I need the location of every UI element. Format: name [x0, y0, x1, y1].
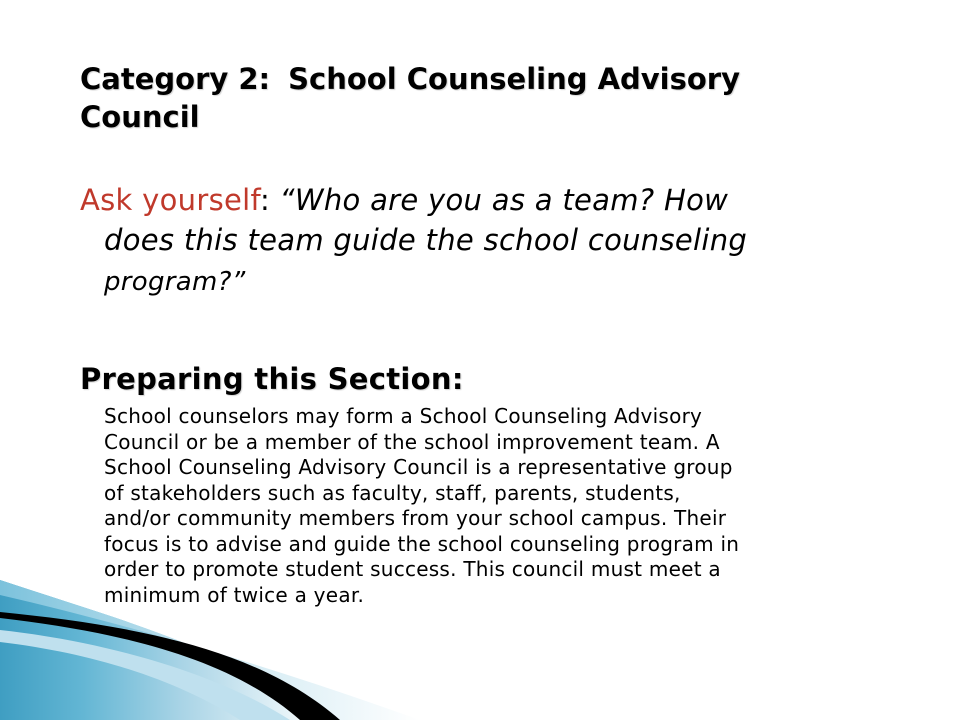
ask-quote-line-3: program?”	[104, 267, 246, 297]
ask-yourself-block	[80, 180, 900, 302]
body-line: and/or community members from your school campus. Their	[104, 506, 727, 530]
ask-line-1	[80, 180, 900, 220]
body-line: minimum of twice a year.	[104, 582, 365, 607]
ask-quote-line-2: does this team guide the school counseling	[104, 223, 748, 257]
body-line: of stakeholders such as faculty, staff, parents, students,	[104, 480, 681, 505]
body-line: focus is to advise and guide the school counseling program in	[104, 531, 740, 556]
ask-label: Ask yourself	[80, 183, 260, 217]
title-topic: School Counseling Advisory	[288, 62, 741, 96]
body-line: School counselors may form a School Counseling Advisory	[104, 404, 703, 428]
preparing-section-heading: Preparing this Section:	[80, 362, 464, 396]
ask-quote-line-1: “Who are you as a team? How	[279, 183, 729, 217]
ask-line-2	[80, 220, 900, 260]
decorative-wave	[0, 560, 960, 720]
body-line: Council or be a member of the school improvement team. A	[104, 429, 720, 454]
title-topic-line2: Council	[80, 100, 200, 134]
body-line: School Counseling Advisory Council is a representative group	[104, 455, 733, 479]
body-line: order to promote student success. This council must meet a	[104, 557, 721, 581]
slide-title	[80, 60, 880, 136]
title-category: Category 2:	[80, 62, 271, 96]
ask-colon: :	[259, 183, 280, 217]
ask-line-3	[80, 260, 900, 302]
